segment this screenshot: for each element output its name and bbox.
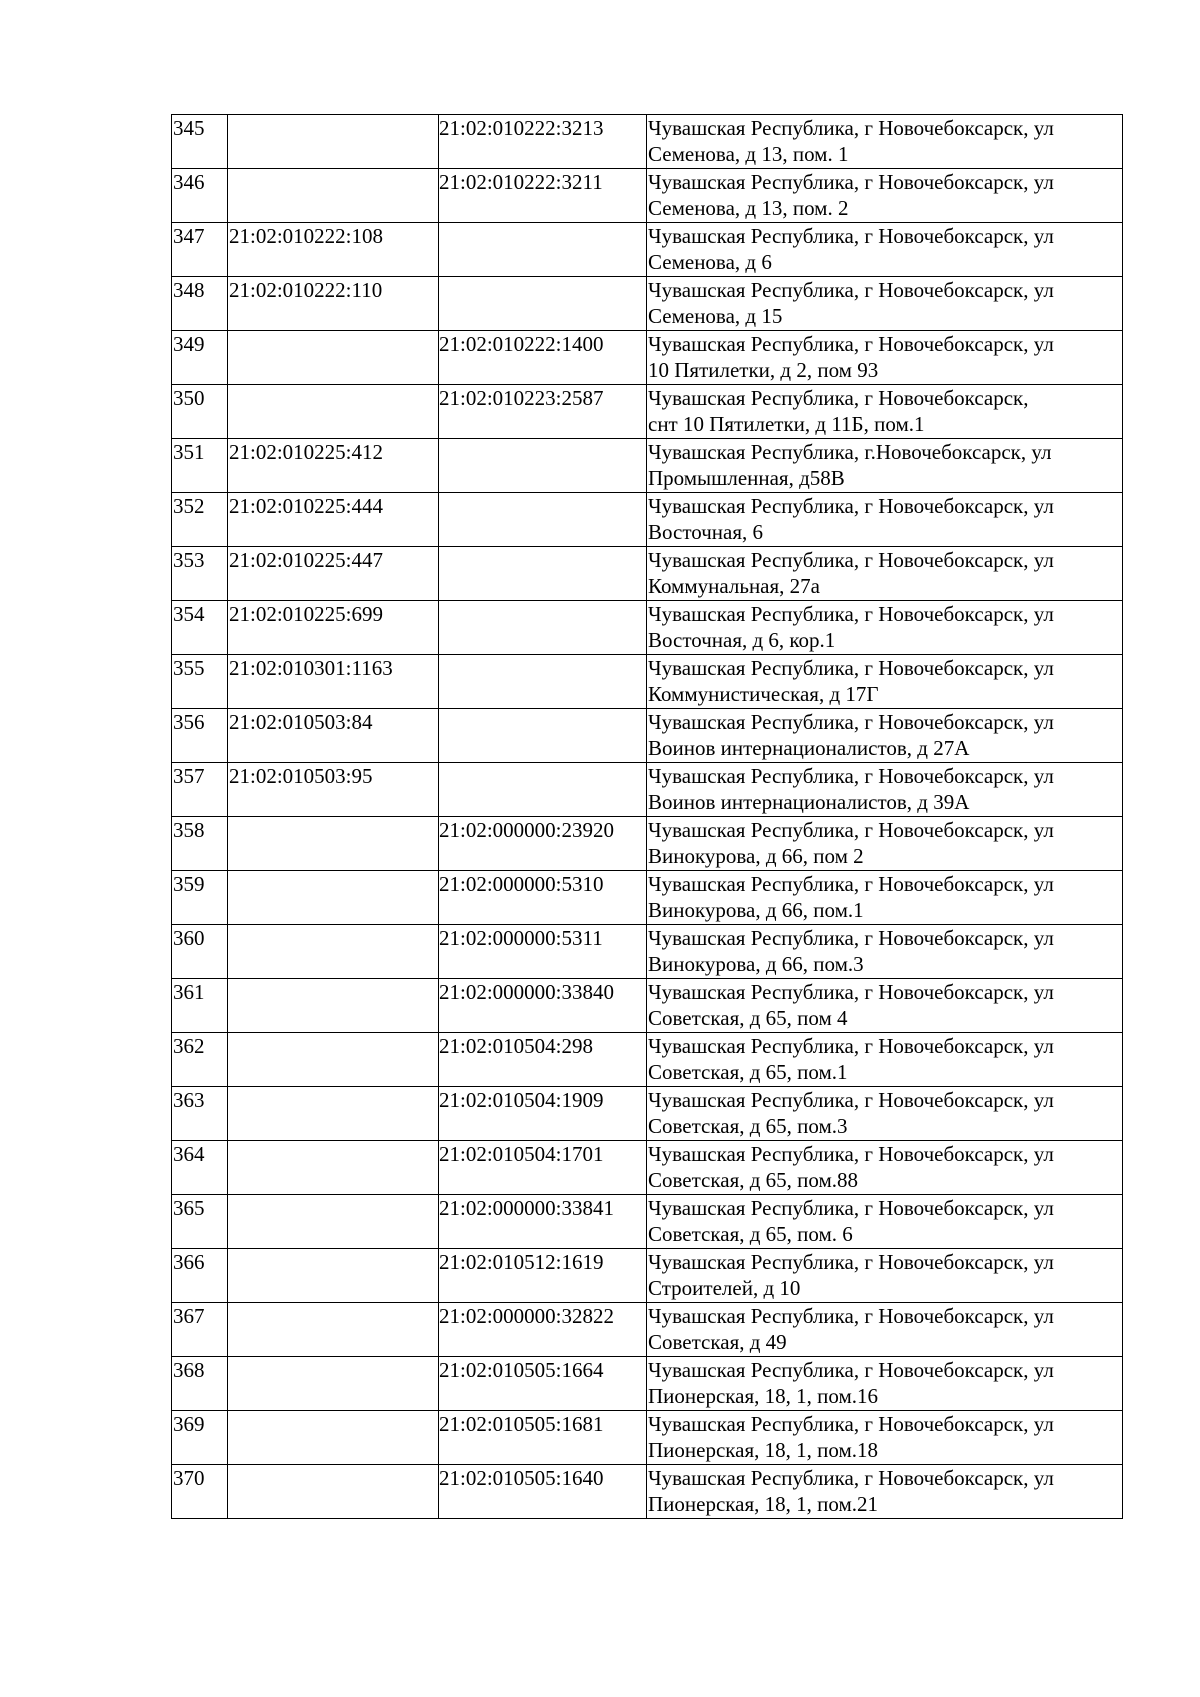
land-cadastral-number-cell	[228, 1411, 439, 1465]
address-cell: Чувашская Республика, г Новочебоксарск, ул Восточная, 6	[647, 493, 1123, 547]
address-cell: Чувашская Республика, г.Новочебоксарск, ул Промышленная, д58В	[647, 439, 1123, 493]
row-number-cell: 349	[172, 331, 228, 385]
row-number-cell: 361	[172, 979, 228, 1033]
land-cadastral-number-cell: 21:02:010222:110	[228, 277, 439, 331]
row-number-cell: 353	[172, 547, 228, 601]
land-cadastral-number-cell: 21:02:010225:412	[228, 439, 439, 493]
row-number-cell: 352	[172, 493, 228, 547]
table-row	[172, 547, 1123, 601]
land-cadastral-number-cell: 21:02:010503:95	[228, 763, 439, 817]
land-cadastral-number-cell	[228, 979, 439, 1033]
row-number-cell: 356	[172, 709, 228, 763]
land-cadastral-number-cell: 21:02:010301:1163	[228, 655, 439, 709]
object-cadastral-number-cell: 21:02:000000:23920	[439, 817, 647, 871]
object-cadastral-number-cell: 21:02:000000:5310	[439, 871, 647, 925]
row-number-cell: 360	[172, 925, 228, 979]
table-row	[172, 925, 1123, 979]
land-cadastral-number-cell	[228, 1087, 439, 1141]
row-number-cell: 366	[172, 1249, 228, 1303]
address-cell: Чувашская Республика, г Новочебоксарск, ул Восточная, д 6, кор.1	[647, 601, 1123, 655]
row-number-cell: 346	[172, 169, 228, 223]
table-row	[172, 439, 1123, 493]
object-cadastral-number-cell	[439, 709, 647, 763]
row-number-cell: 358	[172, 817, 228, 871]
table-row	[172, 1195, 1123, 1249]
row-number-cell: 368	[172, 1357, 228, 1411]
address-cell: Чувашская Республика, г Новочебоксарск, ул Советская, д 65, пом.88	[647, 1141, 1123, 1195]
row-number-cell: 369	[172, 1411, 228, 1465]
object-cadastral-number-cell: 21:02:010504:298	[439, 1033, 647, 1087]
land-cadastral-number-cell	[228, 925, 439, 979]
table-row	[172, 1249, 1123, 1303]
address-cell: Чувашская Республика, г Новочебоксарск, ул Строителей, д 10	[647, 1249, 1123, 1303]
address-cell: Чувашская Республика, г Новочебоксарск, ул Винокурова, д 66, пом.1	[647, 871, 1123, 925]
object-cadastral-number-cell	[439, 655, 647, 709]
row-number-cell: 363	[172, 1087, 228, 1141]
row-number-cell: 351	[172, 439, 228, 493]
address-cell: Чувашская Республика, г Новочебоксарск, ул Воинов интернационалистов, д 27А	[647, 709, 1123, 763]
table-row	[172, 1087, 1123, 1141]
land-cadastral-number-cell	[228, 1249, 439, 1303]
table-row	[172, 1465, 1123, 1519]
address-cell: Чувашская Республика, г Новочебоксарск, ул 10 Пятилетки, д 2, пом 93	[647, 331, 1123, 385]
land-cadastral-number-cell: 21:02:010225:447	[228, 547, 439, 601]
object-cadastral-number-cell: 21:02:000000:33841	[439, 1195, 647, 1249]
object-cadastral-number-cell: 21:02:010505:1664	[439, 1357, 647, 1411]
object-cadastral-number-cell: 21:02:010505:1681	[439, 1411, 647, 1465]
object-cadastral-number-cell	[439, 493, 647, 547]
land-cadastral-number-cell	[228, 1141, 439, 1195]
address-cell: Чувашская Республика, г Новочебоксарск, ул Пионерская, 18, 1, пом.16	[647, 1357, 1123, 1411]
object-cadastral-number-cell	[439, 601, 647, 655]
land-cadastral-number-cell	[228, 385, 439, 439]
table-row	[172, 871, 1123, 925]
land-cadastral-number-cell	[228, 115, 439, 169]
object-cadastral-number-cell: 21:02:010222:1400	[439, 331, 647, 385]
object-cadastral-number-cell: 21:02:010504:1701	[439, 1141, 647, 1195]
address-cell: Чувашская Республика, г Новочебоксарск, ул Семенова, д 6	[647, 223, 1123, 277]
land-cadastral-number-cell	[228, 1303, 439, 1357]
address-cell: Чувашская Республика, г Новочебоксарск, ул Коммунистическая, д 17Г	[647, 655, 1123, 709]
row-number-cell: 345	[172, 115, 228, 169]
land-cadastral-number-cell	[228, 871, 439, 925]
row-number-cell: 354	[172, 601, 228, 655]
object-cadastral-number-cell	[439, 547, 647, 601]
row-number-cell: 357	[172, 763, 228, 817]
row-number-cell: 367	[172, 1303, 228, 1357]
land-cadastral-number-cell: 21:02:010225:699	[228, 601, 439, 655]
address-cell: Чувашская Республика, г Новочебоксарск, ул Семенова, д 15	[647, 277, 1123, 331]
row-number-cell: 370	[172, 1465, 228, 1519]
table-row	[172, 169, 1123, 223]
object-cadastral-number-cell	[439, 277, 647, 331]
object-cadastral-number-cell: 21:02:010223:2587	[439, 385, 647, 439]
address-cell: Чувашская Республика, г Новочебоксарск, ул Советская, д 65, пом.1	[647, 1033, 1123, 1087]
table-row	[172, 1033, 1123, 1087]
address-cell: Чувашская Республика, г Новочебоксарск, ул Пионерская, 18, 1, пом.21	[647, 1465, 1123, 1519]
address-cell: Чувашская Республика, г Новочебоксарск, ул Коммунальная, 27а	[647, 547, 1123, 601]
address-cell: Чувашская Республика, г Новочебоксарск, снт 10 Пятилетки, д 11Б, пом.1	[647, 385, 1123, 439]
table-row	[172, 817, 1123, 871]
object-cadastral-number-cell: 21:02:010222:3211	[439, 169, 647, 223]
land-cadastral-number-cell: 21:02:010503:84	[228, 709, 439, 763]
table-row	[172, 655, 1123, 709]
object-cadastral-number-cell	[439, 763, 647, 817]
land-cadastral-number-cell	[228, 1465, 439, 1519]
object-cadastral-number-cell: 21:02:000000:33840	[439, 979, 647, 1033]
address-cell: Чувашская Республика, г Новочебоксарск, ул Винокурова, д 66, пом.3	[647, 925, 1123, 979]
land-cadastral-number-cell: 21:02:010222:108	[228, 223, 439, 277]
object-cadastral-number-cell: 21:02:010504:1909	[439, 1087, 647, 1141]
land-cadastral-number-cell	[228, 1033, 439, 1087]
address-cell: Чувашская Республика, г Новочебоксарск, ул Советская, д 49	[647, 1303, 1123, 1357]
object-cadastral-number-cell	[439, 439, 647, 493]
property-table	[171, 114, 1123, 1519]
table-row	[172, 1411, 1123, 1465]
address-cell: Чувашская Республика, г Новочебоксарск, ул Советская, д 65, пом. 6	[647, 1195, 1123, 1249]
row-number-cell: 350	[172, 385, 228, 439]
table-row	[172, 763, 1123, 817]
table-row	[172, 709, 1123, 763]
object-cadastral-number-cell: 21:02:010505:1640	[439, 1465, 647, 1519]
table-row	[172, 601, 1123, 655]
object-cadastral-number-cell	[439, 223, 647, 277]
table-row	[172, 115, 1123, 169]
land-cadastral-number-cell	[228, 817, 439, 871]
row-number-cell: 347	[172, 223, 228, 277]
land-cadastral-number-cell: 21:02:010225:444	[228, 493, 439, 547]
address-cell: Чувашская Республика, г Новочебоксарск, ул Воинов интернационалистов, д 39А	[647, 763, 1123, 817]
address-cell: Чувашская Республика, г Новочебоксарск, ул Винокурова, д 66, пом 2	[647, 817, 1123, 871]
table-row	[172, 331, 1123, 385]
table-body	[172, 115, 1123, 1519]
object-cadastral-number-cell: 21:02:000000:5311	[439, 925, 647, 979]
row-number-cell: 355	[172, 655, 228, 709]
land-cadastral-number-cell	[228, 1195, 439, 1249]
table-row	[172, 277, 1123, 331]
land-cadastral-number-cell	[228, 331, 439, 385]
object-cadastral-number-cell: 21:02:000000:32822	[439, 1303, 647, 1357]
row-number-cell: 362	[172, 1033, 228, 1087]
table-row	[172, 979, 1123, 1033]
row-number-cell: 364	[172, 1141, 228, 1195]
table-row	[172, 1141, 1123, 1195]
row-number-cell: 348	[172, 277, 228, 331]
table-row	[172, 1303, 1123, 1357]
address-cell: Чувашская Республика, г Новочебоксарск, ул Советская, д 65, пом.3	[647, 1087, 1123, 1141]
table-row	[172, 493, 1123, 547]
table-row	[172, 223, 1123, 277]
row-number-cell: 359	[172, 871, 228, 925]
land-cadastral-number-cell	[228, 1357, 439, 1411]
object-cadastral-number-cell: 21:02:010512:1619	[439, 1249, 647, 1303]
land-cadastral-number-cell	[228, 169, 439, 223]
row-number-cell: 365	[172, 1195, 228, 1249]
address-cell: Чувашская Республика, г Новочебоксарск, ул Пионерская, 18, 1, пом.18	[647, 1411, 1123, 1465]
address-cell: Чувашская Республика, г Новочебоксарск, ул Семенова, д 13, пом. 2	[647, 169, 1123, 223]
address-cell: Чувашская Республика, г Новочебоксарск, ул Семенова, д 13, пом. 1	[647, 115, 1123, 169]
table-row	[172, 1357, 1123, 1411]
table-row	[172, 385, 1123, 439]
object-cadastral-number-cell: 21:02:010222:3213	[439, 115, 647, 169]
address-cell: Чувашская Республика, г Новочебоксарск, ул Советская, д 65, пом 4	[647, 979, 1123, 1033]
